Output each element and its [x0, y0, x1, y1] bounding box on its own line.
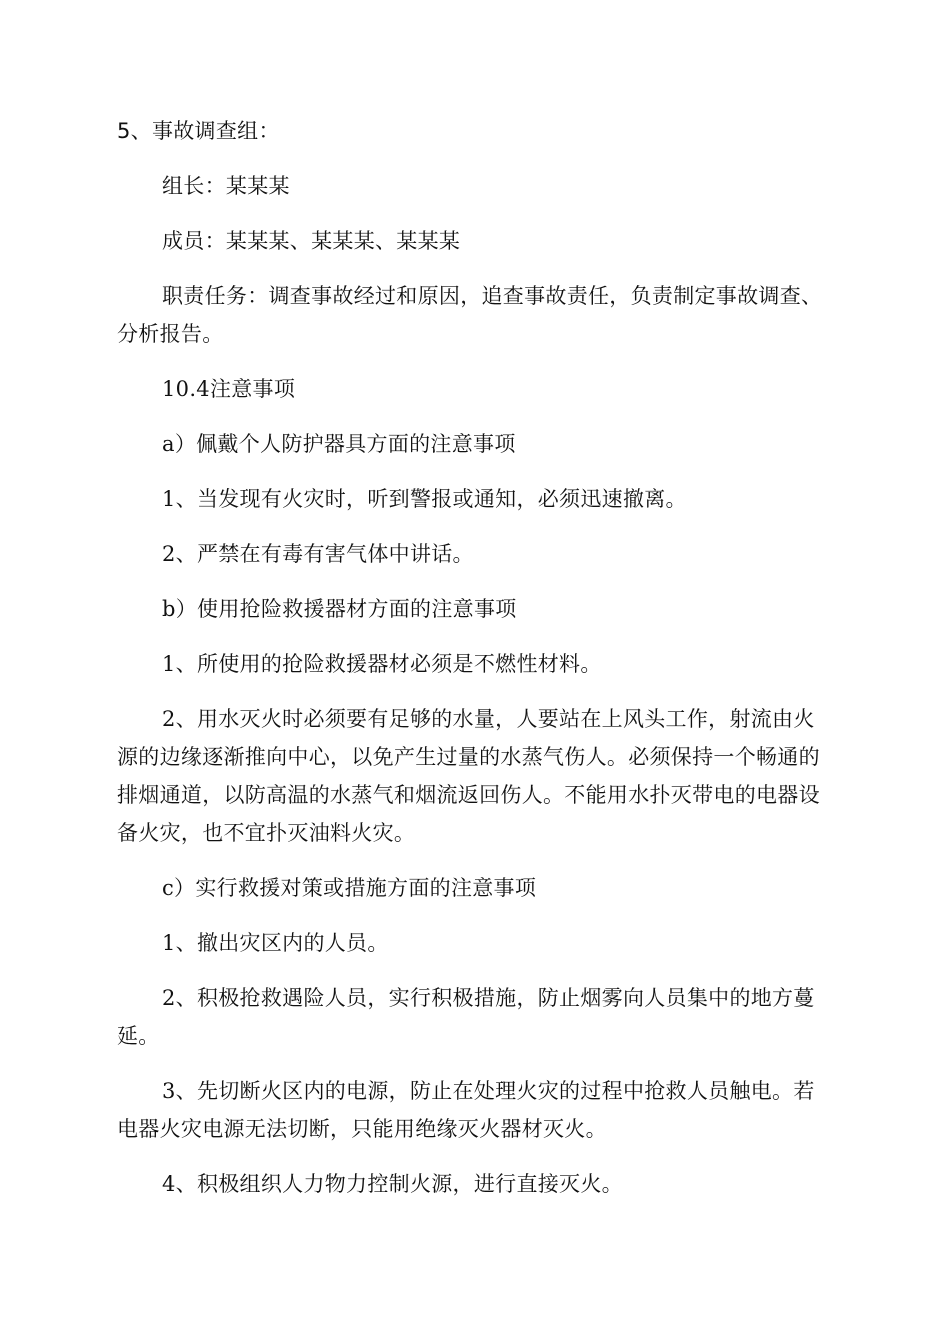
responsibilities-paragraph: 职责任务：调查事故经过和原因，追查事故责任，负责制定事故调查、分析报告。	[117, 284, 823, 346]
subheading-rescue-measures: c）实行救援对策或措施方面的注意事项	[162, 876, 537, 900]
section-heading-investigation-group: 5、事故调查组：	[117, 119, 280, 143]
list-item: 2、用水灭火时必须要有足够的水量，人要站在上风头工作，射流由火源的边缘逐渐推向中心，以免产生过量的水蒸气伤人。必须保持一个畅通的排烟通道，以防高温的水蒸气和烟流返回伤人。不能用水扑灭带电的电器设备火灾，也不宜扑灭油料火灾。	[117, 707, 820, 845]
list-item: 1、当发现有火灾时，听到警报或通知，必须迅速撤离。	[162, 487, 687, 511]
subheading-rescue-equipment: b）使用抢险救援器材方面的注意事项	[162, 597, 517, 621]
list-item: 1、所使用的抢险救援器材必须是不燃性材料。	[162, 652, 602, 676]
section-heading-precautions: 10.4注意事项	[162, 377, 296, 401]
list-item: 2、积极抢救遇险人员，实行积极措施，防止烟雾向人员集中的地方蔓延。	[117, 986, 815, 1048]
list-item: 4、积极组织人力物力控制火源，进行直接灭火。	[162, 1172, 623, 1196]
group-members-line: 成员：某某某、某某某、某某某	[162, 229, 461, 253]
list-item: 1、撤出灾区内的人员。	[162, 931, 389, 955]
list-item: 3、先切断火区内的电源，防止在处理火灾的过程中抢救人员触电。若电器火灾电源无法切断，只能用绝缘灭火器材灭火。	[117, 1079, 815, 1141]
document-body	[117, 112, 835, 1220]
subheading-protective-equipment: a）佩戴个人防护器具方面的注意事项	[162, 432, 516, 456]
list-item: 2、严禁在有毒有害气体中讲话。	[162, 542, 474, 566]
group-leader-line: 组长：某某某	[162, 174, 290, 198]
